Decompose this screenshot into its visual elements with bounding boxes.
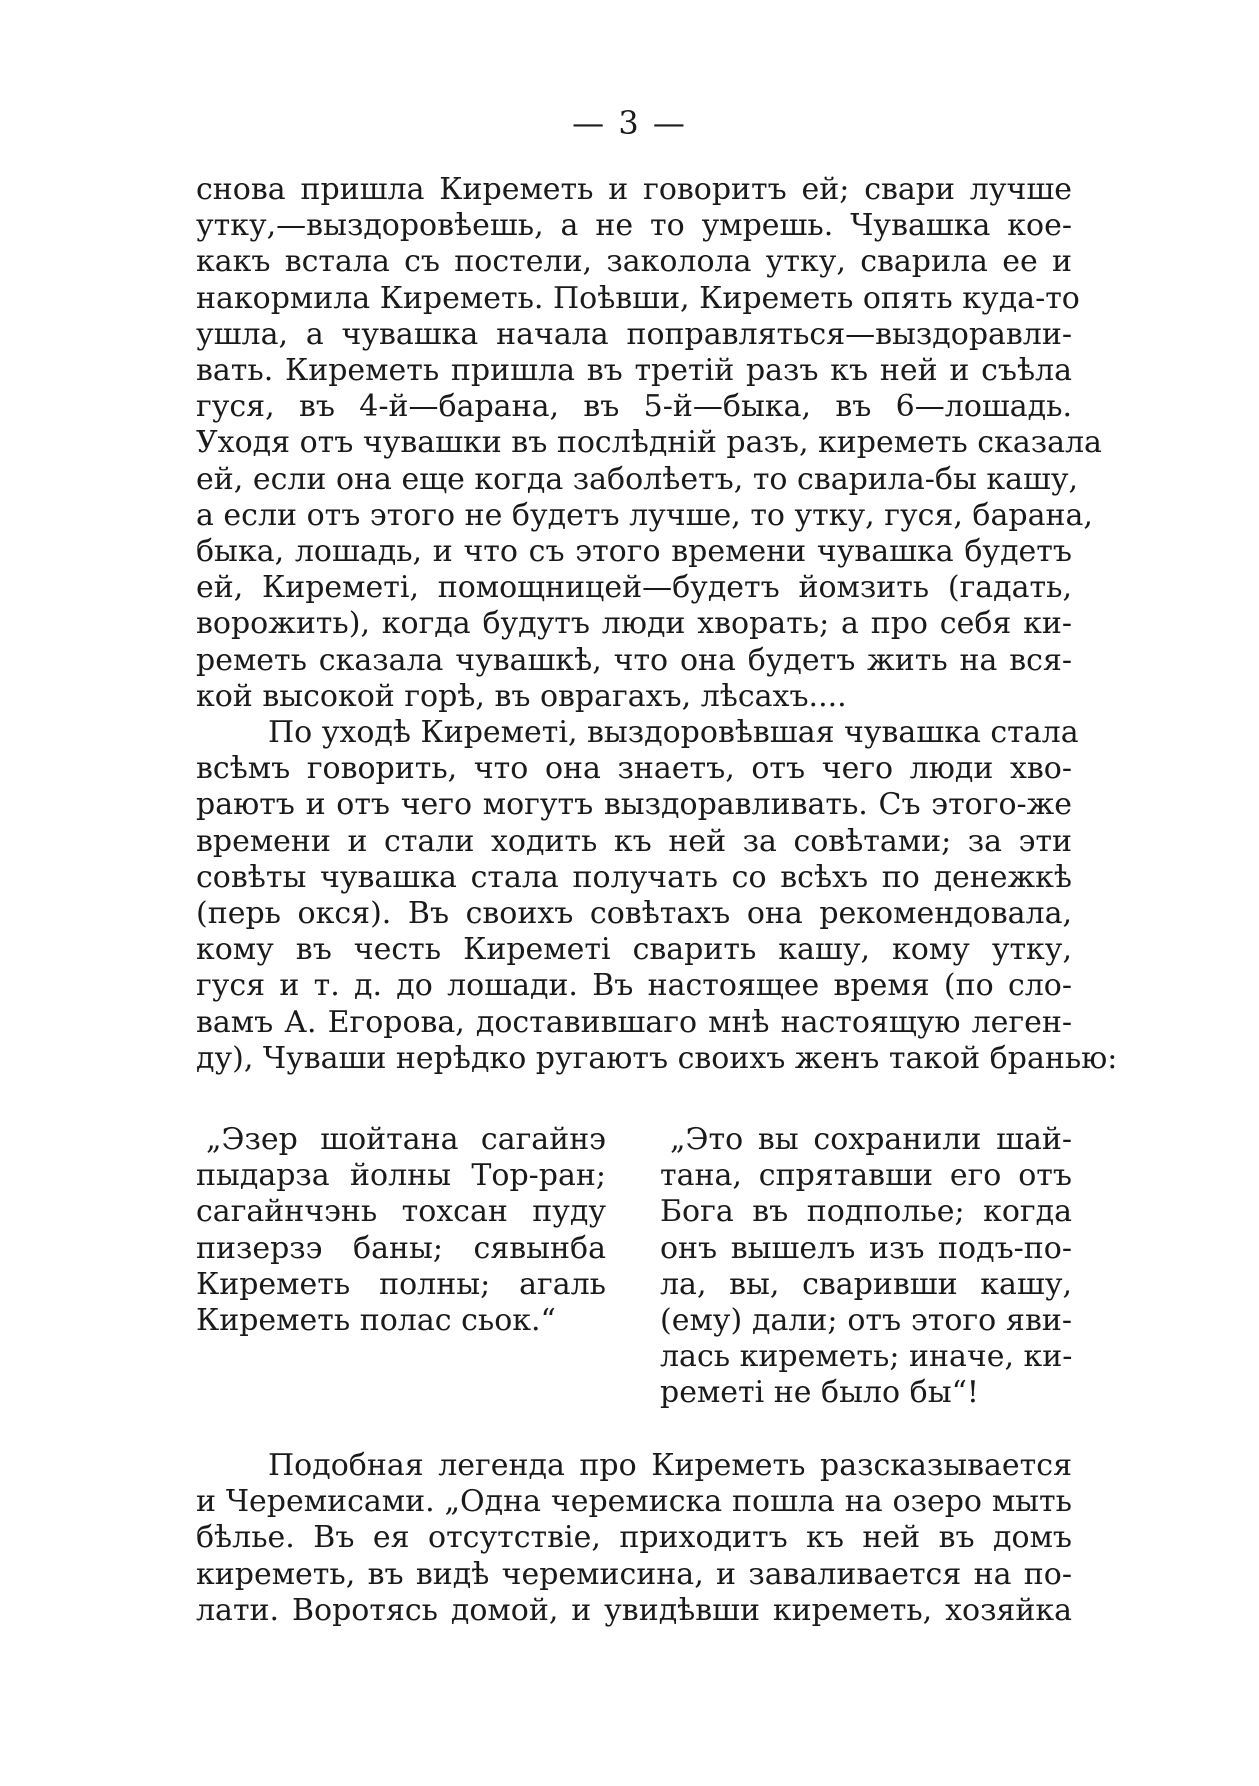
text-line: тана, спрятавши его отъ [660, 1158, 1072, 1194]
text-line: ворожить), когда будутъ люди хворать; а про себя ки- [196, 606, 1072, 642]
text-line: лась киреметь; иначе, ки- [660, 1339, 1073, 1375]
text-line: Уходя отъ чувашки въ послѣдній разъ, киреметь сказала [196, 425, 1102, 461]
text-line: а если отъ этого не будетъ лучше, то утку, гуся, барана, [196, 497, 1093, 533]
text-line: пыдарза йолны Тор-ран; [196, 1158, 606, 1194]
text-line: пизерзэ баны; сявынба [196, 1230, 606, 1266]
text-line: Киреметь полны; агаль [196, 1266, 606, 1302]
text-line: (ему) дали; отъ этого яви- [660, 1303, 1072, 1339]
text-line: кому въ честь Киреметі сварить кашу, кому утку, [196, 932, 1072, 968]
text-line: ей, если она еще когда заболѣетъ, то сварила-бы кашу, [196, 461, 1079, 497]
text-line: онъ вышелъ изъ подъ-по- [660, 1230, 1072, 1266]
text-line: всѣмъ говорить, что она знаетъ, отъ чего люди хво- [196, 751, 1072, 787]
text-line: гуся и т. д. до лошади. Въ настоящее время (по сло- [196, 968, 1072, 1004]
text-line: и Черемисами. „Одна черемиска пошла на озеро мыть [196, 1484, 1072, 1520]
text-line: времени и стали ходить къ ней за совѣтами; за эти [196, 823, 1072, 859]
chuvash-verse-column [196, 1122, 606, 1339]
text-line: сагайнчэнь тохсан пуду [196, 1194, 606, 1230]
text-line: быка, лошадь, и что съ этого времени чувашка будетъ [196, 534, 1072, 570]
text-line: реметь сказала чувашкѣ, что она будетъ жить на вся- [196, 642, 1072, 678]
text-line: какъ встала съ постели, заколола утку, сварила ее и [196, 244, 1072, 280]
text-line: вамъ А. Егорова, доставившаго мнѣ настоящую леген- [196, 1004, 1072, 1040]
text-line: совѣты чувашка стала получать со всѣхъ по денежкѣ [196, 859, 1072, 895]
text-line: ла, вы, сваривши кашу, [660, 1266, 1072, 1302]
text-line: накормила Киреметь. Поѣвши, Киреметь опять куда-то [196, 280, 1080, 316]
paragraph-1 [196, 172, 1102, 715]
page-number: — 3 — [572, 104, 687, 142]
text-line: снова пришла Киреметь и говоритъ ей; свари лучше [196, 172, 1072, 207]
russian-translation-column [660, 1122, 1072, 1412]
text-line: реметі не было бы“! [660, 1375, 979, 1411]
text-line: ду), Чуваши нерѣдко ругаютъ своихъ женъ такой бранью: [196, 1040, 1118, 1076]
text-line: бѣлье. Въ ея отсутствіе, приходитъ къ ней въ домъ [196, 1520, 1072, 1556]
text-line: Подобная легенда про Киреметь разсказывается [268, 1448, 1072, 1483]
text-line: (перь окся). Въ своихъ совѣтахъ она рекомендовала, [196, 896, 1072, 932]
text-line: киреметь, въ видѣ черемисина, и заваливается на по- [196, 1556, 1072, 1592]
text-line: По уходѣ Киреметі, выздоровѣвшая чувашка стала [268, 715, 1079, 750]
text-line: вать. Киреметь пришла въ третій разъ къ ней и съѣла [196, 353, 1072, 389]
text-line: Киреметь полас сьок.“ [196, 1303, 556, 1339]
text-line: ушла, а чувашка начала поправляться—выздоравли- [196, 316, 1072, 352]
text-line: ей, Киреметі, помощницей—будетъ йомзить (гадать, [196, 570, 1072, 606]
text-line: утку,—выздоровѣешь, а не то умрешь. Чувашка кое- [196, 208, 1072, 244]
paragraph-2 [196, 715, 1118, 1077]
paragraph-3 [196, 1448, 1072, 1629]
text-line: лати. Воротясь домой, и увидѣвши киреметь, хозяйка [196, 1592, 1072, 1628]
text-line: „Это вы сохранили шай- [670, 1122, 1072, 1157]
text-line: раютъ и отъ чего могутъ выздоравливать. Съ этого-же [196, 787, 1072, 823]
text-line: Бога въ подполье; когда [660, 1194, 1072, 1230]
text-line: „Эзер шойтана сагайнэ [206, 1122, 606, 1157]
text-line: кой высокой горѣ, въ оврагахъ, лѣсахъ.... [196, 678, 847, 714]
text-line: гуся, въ 4-й—барана, въ 5-й—быка, въ 6—лошадь. [196, 389, 1072, 425]
